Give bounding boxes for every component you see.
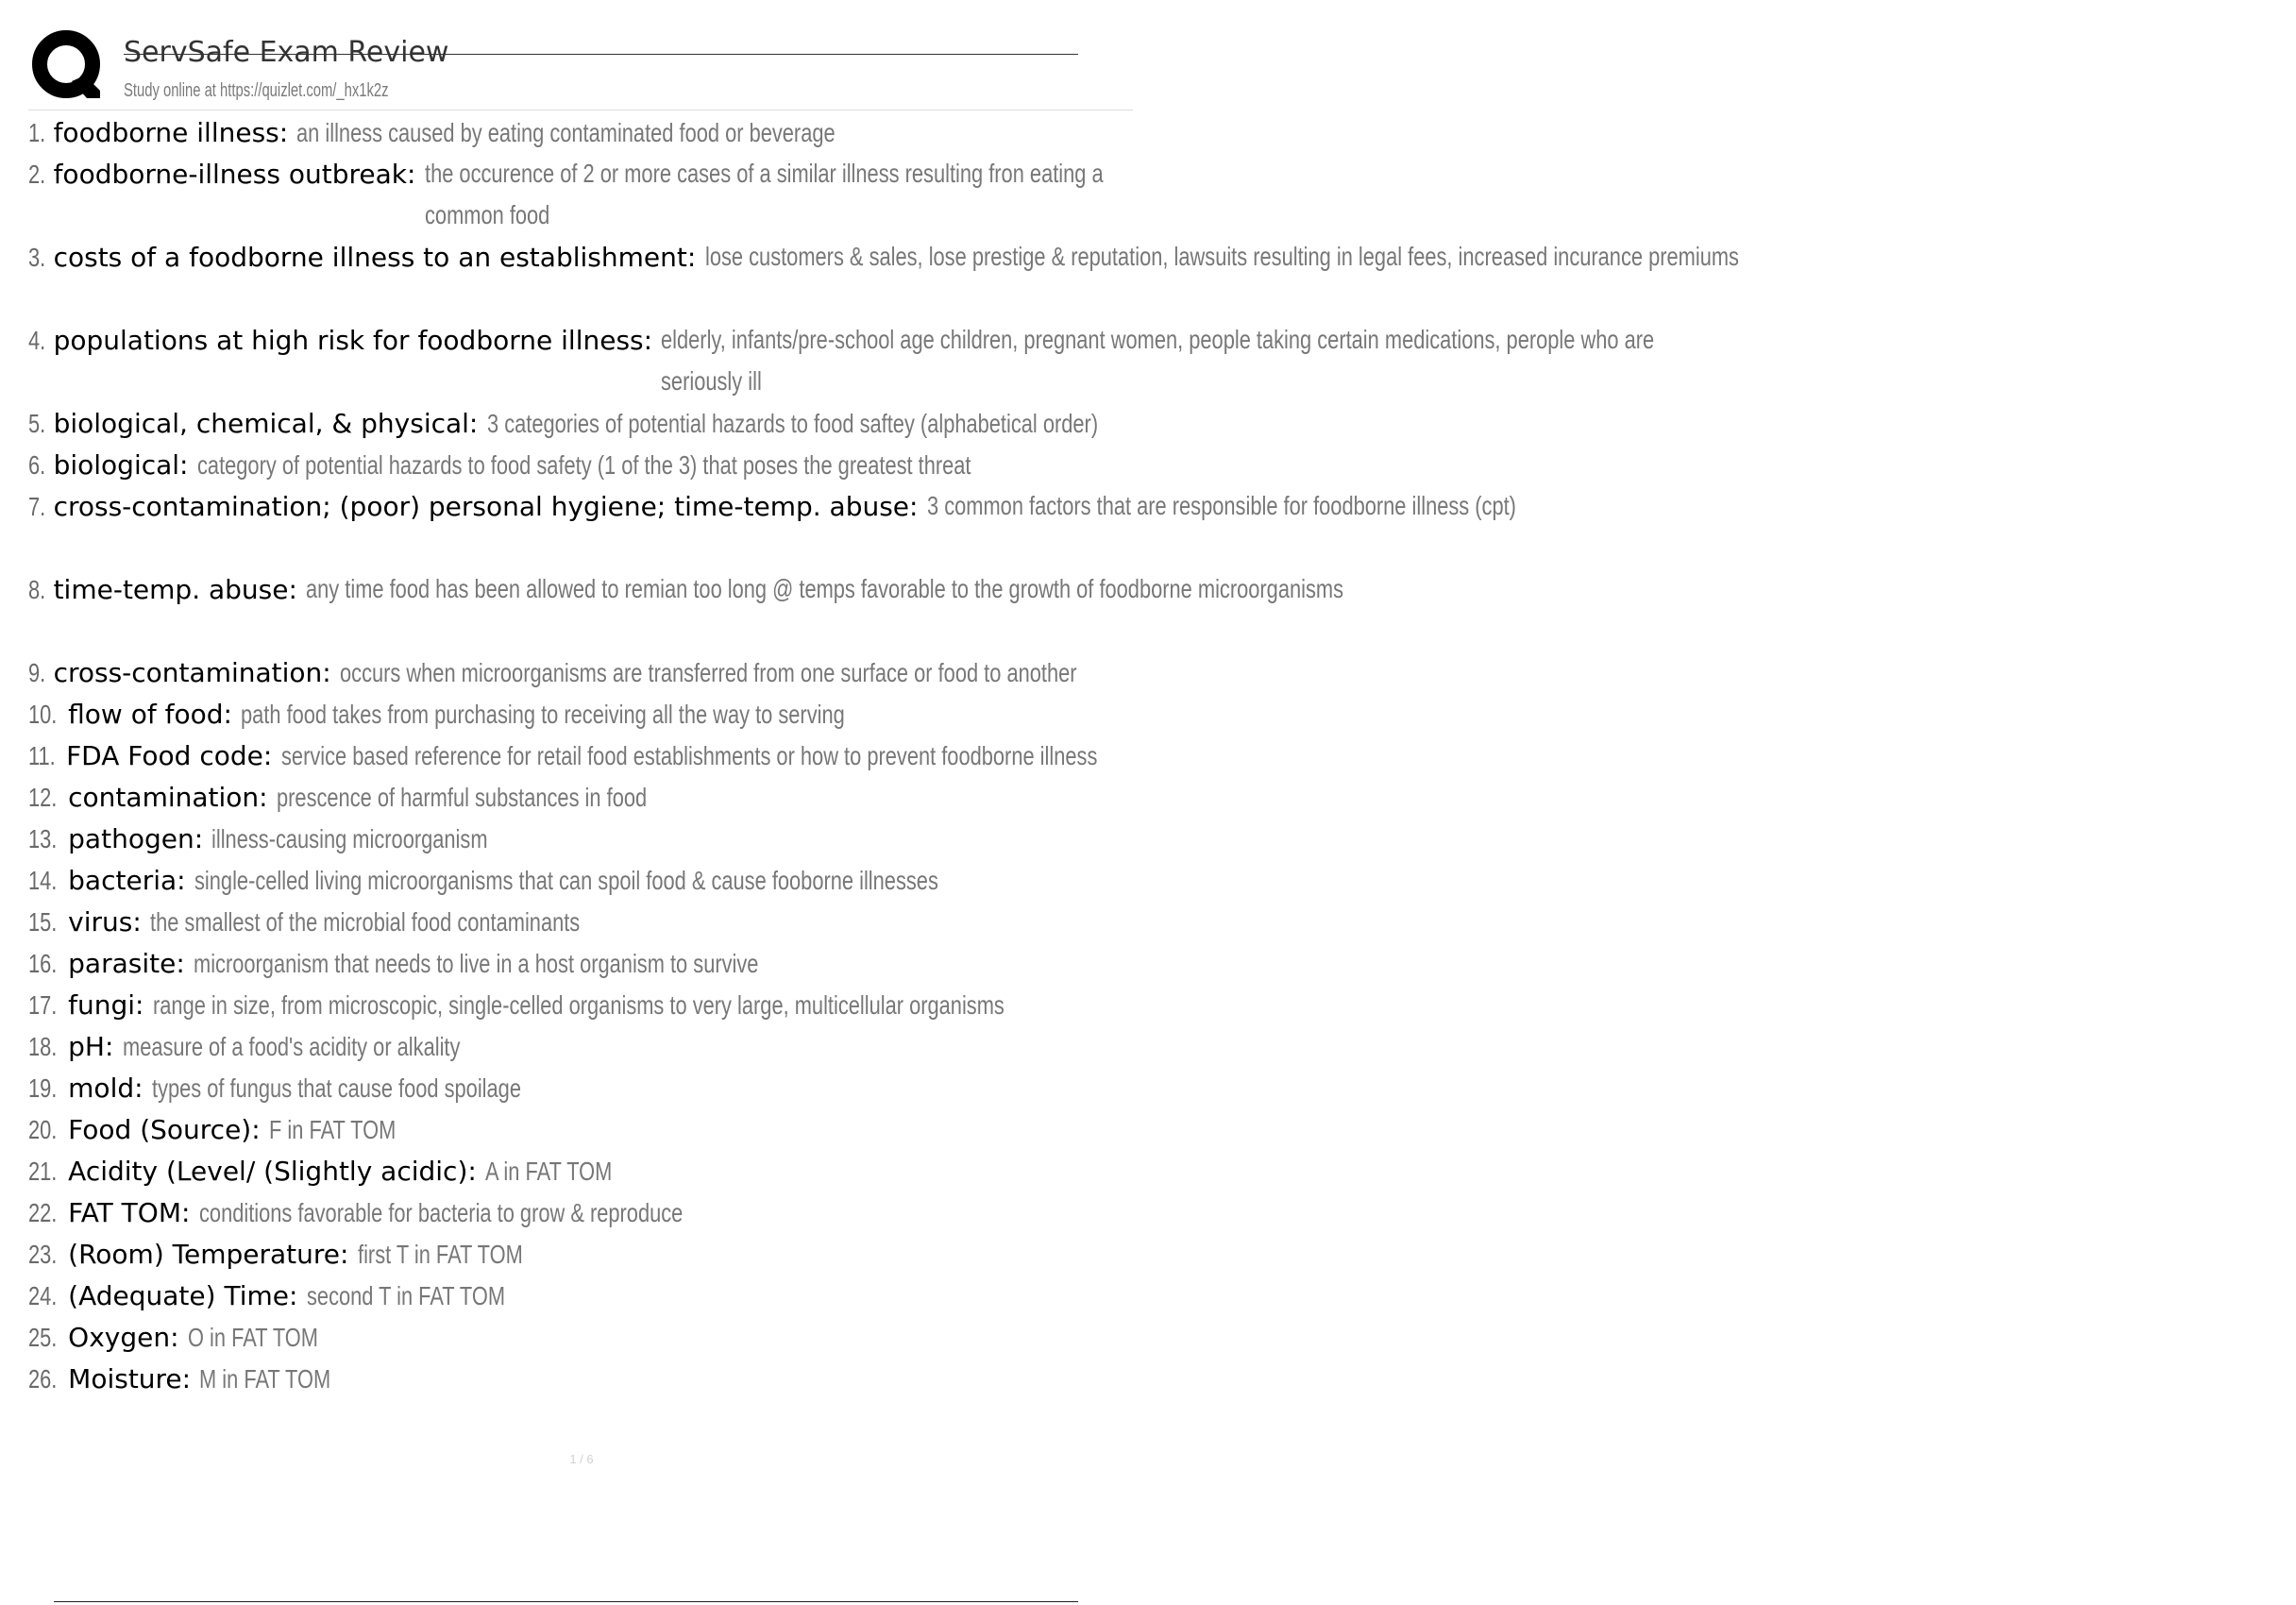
term-label: mold:: [68, 1073, 144, 1104]
term-number: 20.: [28, 1115, 58, 1144]
term-number: 16.: [28, 949, 58, 978]
term-label: Moisture:: [68, 1363, 192, 1394]
term-item-8: [28, 568, 1344, 651]
term-number: 24.: [28, 1281, 58, 1310]
term-item-1: [28, 111, 1133, 153]
term-label: cross-contamination; (poor) personal hygiene; time-temp. abuse:: [53, 491, 919, 522]
term-label: time-temp. abuse:: [53, 574, 297, 605]
term-item-6: [28, 444, 1133, 485]
term-number: 1.: [28, 118, 46, 147]
term-definition: the smallest of the microbial food contaminants: [150, 907, 581, 937]
term-item-18: [28, 1025, 1133, 1067]
term-number: 23.: [28, 1240, 58, 1269]
term-item-25: [28, 1316, 1133, 1358]
term-number: 22.: [28, 1198, 58, 1227]
term-item-2: [28, 153, 1133, 236]
term-definition: types of fungus that cause food spoilage: [151, 1073, 521, 1103]
term-label: flow of food:: [68, 699, 232, 730]
term-definition: microorganism that needs to live in a host organism to survive: [193, 949, 759, 978]
term-label: Food (Source):: [68, 1114, 261, 1145]
term-definition: occurs when microorganisms are transferred from one surface or food to another: [339, 658, 1077, 687]
term-number: 13.: [28, 824, 58, 853]
term-label: foodborne illness:: [53, 117, 289, 148]
term-item-5: [28, 402, 1133, 444]
term-item-20: [28, 1108, 1133, 1150]
term-definition: path food takes from purchasing to receiving all the way to serving: [241, 700, 845, 729]
term-definition: second T in FAT TOM: [306, 1281, 505, 1310]
term-item-3: [28, 236, 1739, 319]
term-label: pH:: [68, 1031, 114, 1062]
term-definition: an illness caused by eating contaminated food or beverage: [296, 118, 836, 147]
term-label: Acidity (Level/ (Slightly acidic):: [68, 1156, 477, 1187]
term-number: 17.: [28, 990, 58, 1020]
term-label: Oxygen:: [68, 1322, 179, 1353]
term-item-4: [28, 319, 1655, 402]
term-item-14: [28, 859, 1133, 901]
term-item-22: [28, 1191, 1133, 1233]
term-label: (Adequate) Time:: [68, 1280, 298, 1311]
term-definition: prescence of harmful substances in food: [276, 783, 647, 812]
term-number: 7.: [28, 492, 46, 521]
term-definition: A in FAT TOM: [485, 1157, 613, 1186]
term-item-10: [28, 693, 1133, 735]
term-definition: any time food has been allowed to remian too long @ temps favorable to the growth of foodborne microorganisms: [306, 574, 1344, 603]
term-number: 10.: [28, 700, 58, 729]
title-rule: [124, 54, 1078, 55]
term-definition: elderly, infants/pre-school age children, pregnant women, people taking certain medications, perople who are seriously ill: [661, 325, 1655, 396]
term-definition: M in FAT TOM: [199, 1364, 331, 1394]
term-label: costs of a foodborne illness to an establishment:: [53, 242, 697, 273]
footer-divider: [54, 1601, 1078, 1602]
term-number: 19.: [28, 1073, 58, 1103]
term-item-24: [28, 1275, 1133, 1316]
term-list: [28, 111, 1739, 1399]
study-online-link[interactable]: Study online at https://quizlet.com/_hx1k2z: [124, 80, 389, 101]
term-label: populations at high risk for foodborne illness:: [53, 325, 653, 356]
term-definition: F in FAT TOM: [268, 1115, 397, 1144]
term-label: foodborne-illness outbreak:: [53, 159, 416, 190]
term-item-17: [28, 984, 1133, 1025]
term-label: parasite:: [68, 948, 185, 979]
page-number: 1 / 6: [569, 1452, 594, 1466]
term-number: 18.: [28, 1032, 58, 1061]
term-label: biological:: [53, 449, 189, 481]
term-definition: category of potential hazards to food safety (1 of the 3) that poses the greatest threat: [196, 450, 971, 480]
term-label: fungi:: [68, 989, 144, 1021]
term-label: cross-contamination:: [53, 657, 331, 688]
term-number: 26.: [28, 1364, 58, 1394]
term-definition: range in size, from microscopic, single-celled organisms to very large, multicellular organisms: [152, 990, 1004, 1020]
term-label: (Room) Temperature:: [68, 1239, 349, 1270]
term-item-21: [28, 1150, 1133, 1191]
term-item-26: [28, 1358, 1133, 1399]
term-label: biological, chemical, & physical:: [53, 408, 479, 439]
term-number: 14.: [28, 866, 58, 895]
term-definition: conditions favorable for bacteria to grow & reproduce: [198, 1198, 683, 1227]
term-item-16: [28, 942, 1133, 984]
page-title: ServSafe Exam Review: [124, 36, 449, 69]
term-item-13: [28, 818, 1133, 859]
term-definition: first T in FAT TOM: [357, 1240, 523, 1269]
term-definition: 3 common factors that are responsible for foodborne illness (cpt): [926, 491, 1516, 520]
term-definition: service based reference for retail food establishments or how to prevent foodborne illness: [280, 741, 1097, 770]
term-item-9: [28, 651, 1133, 693]
page-header: [30, 28, 1133, 113]
term-item-7: [28, 485, 1516, 568]
term-number: 8.: [28, 575, 46, 604]
term-number: 15.: [28, 907, 58, 937]
term-definition: the occurence of 2 or more cases of a similar illness resulting fron eating a common food: [424, 159, 1104, 229]
term-definition: illness-causing microorganism: [211, 824, 488, 853]
term-number: 11.: [28, 741, 56, 770]
term-definition: O in FAT TOM: [187, 1323, 318, 1352]
term-number: 9.: [28, 658, 46, 687]
term-definition: measure of a food's acidity or alkality: [122, 1032, 461, 1061]
term-number: 4.: [28, 326, 46, 355]
term-number: 3.: [28, 243, 46, 272]
term-definition: lose customers & sales, lose prestige & reputation, lawsuits resulting in legal fees, increased incurance premiums: [704, 242, 1739, 271]
term-item-19: [28, 1067, 1133, 1108]
term-label: FDA Food code:: [66, 740, 273, 771]
term-label: virus:: [68, 906, 142, 938]
term-number: 25.: [28, 1323, 58, 1352]
term-number: 12.: [28, 783, 58, 812]
quizlet-logo-icon: [30, 28, 106, 106]
term-label: contamination:: [68, 782, 268, 813]
term-item-11: [28, 735, 1133, 776]
term-label: bacteria:: [68, 865, 186, 896]
term-number: 5.: [28, 409, 46, 438]
term-item-15: [28, 901, 1133, 942]
term-definition: single-celled living microorganisms that can spoil food & cause fooborne illnesses: [194, 866, 938, 895]
term-label: FAT TOM:: [68, 1197, 191, 1228]
term-number: 21.: [28, 1157, 58, 1186]
term-definition: 3 categories of potential hazards to food saftey (alphabetical order): [486, 409, 1098, 438]
term-item-23: [28, 1233, 1133, 1275]
term-label: pathogen:: [68, 823, 204, 854]
term-number: 2.: [28, 160, 46, 189]
term-item-12: [28, 776, 1133, 818]
term-number: 6.: [28, 450, 46, 480]
